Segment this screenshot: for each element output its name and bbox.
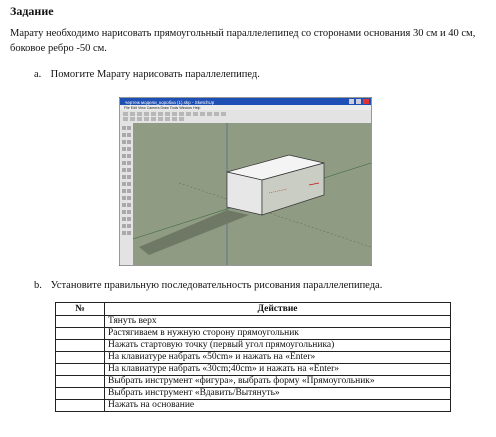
row-number-cell[interactable] [56,316,105,328]
row-action-cell: Растягиваем в нужную сторону прямоугольник [105,328,451,340]
row-action-cell: На клавиатуре набрать «50cm» и нажать на «Enter» [105,352,451,364]
row-number-cell[interactable] [56,388,105,400]
part-b-marker: b. [34,280,42,291]
table-row [56,328,451,340]
top-toolbar[interactable] [120,110,371,123]
part-a-marker: a. [34,69,42,80]
table-header-row [56,303,451,316]
row-number-cell[interactable] [56,328,105,340]
row-action-cell: На клавиатуре набрать «30cm;40cm» и нажать на «Enter» [105,364,451,376]
part-a [34,69,260,80]
table-row [56,388,451,400]
table-row [56,340,451,352]
table-row [56,376,451,388]
table-row [56,316,451,328]
header-number: № [56,303,105,316]
part-b [34,280,382,291]
task-intro: Марату необходимо нарисовать прямоугольный параллелепипед со сторонами основания 30 см и 40 см, боковое ребро -50 см. [10,28,476,54]
row-number-cell[interactable] [56,376,105,388]
menu-items: File Edit View Camera Draw Tools Window Help [124,106,201,110]
task-heading: Задание [10,4,54,18]
row-number-cell[interactable] [56,352,105,364]
sketchup-screenshot [119,97,372,266]
row-action-cell: Нажать на основание [105,400,451,412]
row-action-cell: Тянуть верх [105,316,451,328]
row-number-cell[interactable] [56,400,105,412]
row-number-cell[interactable] [56,340,105,352]
part-b-text: Установите правильную последовательность рисования параллелепипеда. [50,280,383,291]
window-title: чертеж модели_коробка (1).skp - SketchUp [125,100,215,105]
row-action-cell: Выбрать инструмент «Вдавить/Вытянуть» [105,388,451,400]
table-row [56,364,451,376]
table-row [56,400,451,412]
part-a-text: Помогите Марату нарисовать параллелепипед. [50,69,260,80]
left-tool-palette[interactable] [120,123,133,265]
steps-table [55,302,451,412]
table-row [56,352,451,364]
row-action-cell: Нажать стартовую точку (первый угол прямоугольника) [105,340,451,352]
header-action: Действие [105,303,451,316]
row-number-cell[interactable] [56,364,105,376]
row-action-cell: Выбрать инструмент «фигура», выбрать форму «Прямоугольник» [105,376,451,388]
